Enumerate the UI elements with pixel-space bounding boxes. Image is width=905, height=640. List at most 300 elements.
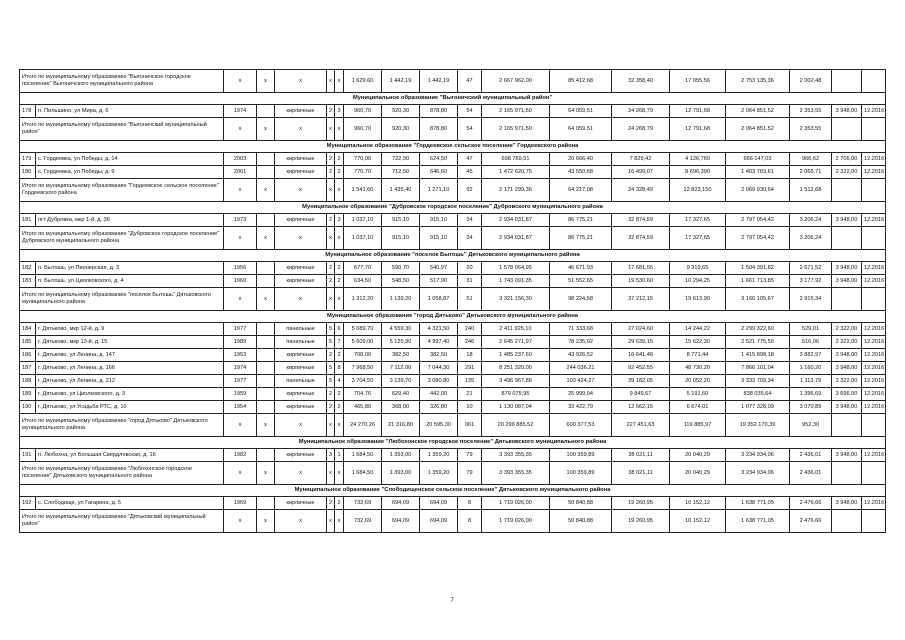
table-cell: кирпичные: [275, 497, 327, 510]
table-cell: [257, 275, 275, 288]
table-cell: 2: [327, 497, 335, 510]
table-cell: 2 411 925,10: [482, 323, 550, 336]
table-cell: 2 322,00: [832, 323, 862, 336]
total-row: [20, 462, 886, 485]
total-cell: [862, 179, 886, 202]
total-cell: 1 037,10: [344, 227, 382, 250]
total-cell: [862, 414, 886, 437]
table-cell: 12.2016: [862, 323, 886, 336]
table-cell: 629,40: [382, 388, 420, 401]
section-title: Муниципальное образование "Гордеевское сельское поселение" Гордеевского района: [20, 141, 886, 153]
table-cell: 3 080,80: [420, 375, 458, 388]
total-label: Итого по муниципальному образованию "город Дятьково" Дятьковского муниципального района: [20, 414, 224, 437]
table-cell: 646,60: [420, 166, 458, 179]
row-number: 178: [20, 105, 36, 118]
total-cell: 3 321 156,30: [482, 288, 550, 311]
total-cell: 920,30: [382, 118, 420, 141]
table-cell: 1959: [224, 388, 257, 401]
total-cell: 2 915,34: [790, 288, 832, 311]
table-cell: 3 070,89: [790, 401, 832, 414]
table-cell: 3: [335, 214, 344, 227]
total-cell: [862, 462, 886, 485]
table-cell: 2: [327, 388, 335, 401]
table-cell: 1 393,00: [382, 449, 420, 462]
total-cell: [832, 179, 862, 202]
total-cell: 1 312,20: [344, 288, 382, 311]
table-cell: 240: [458, 323, 482, 336]
total-cell: 2 476,66: [790, 510, 832, 533]
table-cell: 2 706,00: [832, 153, 862, 166]
total-cell: x: [327, 510, 335, 533]
total-row: [20, 179, 886, 202]
table-cell: 5 609,00: [344, 336, 382, 349]
total-cell: x: [275, 118, 327, 141]
total-cell: 915,10: [382, 227, 420, 250]
total-cell: x: [257, 414, 275, 437]
table-cell: 12 662,15: [612, 401, 670, 414]
table-cell: 3 234 934,06: [726, 449, 790, 462]
total-cell: x: [257, 70, 275, 93]
table-cell: 722,90: [382, 153, 420, 166]
row-number: 180: [20, 166, 36, 179]
total-cell: 915,10: [420, 227, 458, 250]
total-cell: x: [327, 227, 335, 250]
table-cell: 1953: [224, 349, 257, 362]
row-number: 190: [20, 401, 36, 414]
section-header: [20, 311, 886, 323]
total-cell: 34: [458, 227, 482, 250]
table-cell: 878,80: [420, 105, 458, 118]
table-cell: 1 661 713,85: [726, 275, 790, 288]
table-cell: 1 472 620,75: [482, 166, 550, 179]
table-cell: 1 113,79: [790, 375, 832, 388]
table-cell: [257, 349, 275, 362]
table-cell: 8: [335, 362, 344, 375]
table-cell: 666 147,03: [726, 153, 790, 166]
row-address: г. Дятьково, ул Усадьба РТС, д. 10: [36, 401, 224, 414]
table-cell: 12.2016: [862, 105, 886, 118]
table-cell: 708,00: [344, 349, 382, 362]
table-cell: 244 036,21: [550, 362, 612, 375]
total-cell: x: [275, 288, 327, 311]
table-cell: 12.2016: [862, 449, 886, 462]
total-cell: [862, 118, 886, 141]
table-cell: кирпичные: [275, 105, 327, 118]
table-cell: 694,09: [420, 497, 458, 510]
total-cell: 8: [458, 510, 482, 533]
total-cell: 2 753 135,36: [726, 70, 790, 93]
table-cell: 2 436,01: [790, 449, 832, 462]
table-cell: 1989: [224, 336, 257, 349]
housing-register-table: [19, 69, 886, 533]
total-cell: 3 234 934,06: [726, 462, 790, 485]
section-header: [20, 485, 886, 497]
table-cell: 3 139,70: [382, 375, 420, 388]
total-cell: 2 002,48: [790, 70, 832, 93]
total-cell: [862, 70, 886, 93]
table-cell: 50 840,88: [550, 497, 612, 510]
table-cell: 47: [458, 153, 482, 166]
table-cell: 33 422,79: [550, 401, 612, 414]
total-cell: 119 885,97: [670, 414, 726, 437]
total-cell: 3 393 355,35: [482, 462, 550, 485]
table-cell: кирпичные: [275, 401, 327, 414]
table-cell: 1977: [224, 375, 257, 388]
total-cell: 1 638 771,05: [726, 510, 790, 533]
table-cell: 677,70: [344, 262, 382, 275]
table-cell: 2 064 851,52: [726, 105, 790, 118]
table-cell: 1 578 064,95: [482, 262, 550, 275]
table-cell: кирпичные: [275, 262, 327, 275]
row-number: 183: [20, 275, 36, 288]
table-cell: 770,70: [344, 166, 382, 179]
table-cell: 465,80: [344, 401, 382, 414]
table-cell: 529,01: [790, 323, 832, 336]
total-cell: 1 442,19: [420, 70, 458, 93]
table-cell: 5: [327, 323, 335, 336]
table-cell: 1 485 237,60: [482, 349, 550, 362]
table-cell: [257, 362, 275, 375]
table-cell: кирпичные: [275, 214, 327, 227]
section-header: [20, 141, 886, 153]
total-cell: 694,09: [382, 510, 420, 533]
table-cell: 442,00: [420, 388, 458, 401]
table-row: [20, 105, 886, 118]
table-cell: [257, 153, 275, 166]
row-address: г. Дятьково, ул Ленина, д. 166: [36, 362, 224, 375]
total-cell: x: [257, 227, 275, 250]
total-cell: 64 217,08: [550, 179, 612, 202]
total-cell: x: [257, 462, 275, 485]
table-cell: 3 948,00: [832, 105, 862, 118]
total-cell: 600 377,53: [550, 414, 612, 437]
table-cell: 78 235,02: [550, 336, 612, 349]
total-row: [20, 70, 886, 93]
table-cell: 2 476,66: [790, 497, 832, 510]
total-cell: x: [224, 179, 257, 202]
total-label: Итого по муниципальному образованию "Гордеевское сельское поселение" Гордеевского района: [20, 179, 224, 202]
table-cell: 4: [335, 375, 344, 388]
total-cell: 227 451,63: [612, 414, 670, 437]
total-cell: 20 040,29: [670, 462, 726, 485]
table-cell: 2: [327, 401, 335, 414]
table-cell: 1954: [224, 401, 257, 414]
table-cell: 7 044,30: [420, 362, 458, 375]
total-row: [20, 227, 886, 250]
table-cell: 1 160,20: [790, 362, 832, 375]
section-title: Муниципальное образование "Выгоничский муниципальный район": [20, 93, 886, 105]
total-cell: x: [224, 288, 257, 311]
table-row: [20, 388, 886, 401]
table-cell: 326,80: [420, 401, 458, 414]
table-cell: 1 077 328,09: [726, 401, 790, 414]
table-cell: [257, 497, 275, 510]
table-row: [20, 214, 886, 227]
total-cell: x: [335, 118, 344, 141]
table-cell: 10 152,12: [670, 497, 726, 510]
table-cell: 6: [335, 323, 344, 336]
table-cell: 3 948,00: [832, 214, 862, 227]
total-cell: 878,80: [420, 118, 458, 141]
total-cell: x: [335, 414, 344, 437]
table-cell: 5: [327, 362, 335, 375]
total-cell: 2 069 930,64: [726, 179, 790, 202]
table-cell: 382,50: [420, 349, 458, 362]
total-cell: 64 059,51: [550, 118, 612, 141]
total-cell: 12 823,150: [670, 179, 726, 202]
table-cell: 19 260,95: [612, 497, 670, 510]
total-cell: 3 166 105,67: [726, 288, 790, 311]
table-cell: 1 130 087,04: [482, 401, 550, 414]
total-cell: x: [224, 414, 257, 437]
table-cell: кирпичные: [275, 388, 327, 401]
table-cell: 2: [327, 262, 335, 275]
table-cell: 1956: [224, 262, 257, 275]
table-cell: 17 327,65: [670, 214, 726, 227]
total-cell: x: [335, 227, 344, 250]
total-cell: 92: [458, 179, 482, 202]
table-cell: кирпичные: [275, 349, 327, 362]
table-cell: 1973: [224, 214, 257, 227]
table-cell: 966,62: [790, 153, 832, 166]
total-cell: x: [224, 462, 257, 485]
total-cell: 3 206,24: [790, 227, 832, 250]
row-address: г. Дятьково, мкр 12-й, д. 9: [36, 323, 224, 336]
total-cell: 1 393,00: [382, 462, 420, 485]
table-cell: 18: [458, 349, 482, 362]
table-cell: 732,69: [344, 497, 382, 510]
table-cell: [257, 388, 275, 401]
table-cell: 9 319,65: [670, 262, 726, 275]
total-cell: 20 595,30: [420, 414, 458, 437]
table-cell: 382,50: [382, 349, 420, 362]
table-row: [20, 497, 886, 510]
table-cell: 3 882,97: [790, 349, 832, 362]
total-cell: x: [257, 118, 275, 141]
row-number: 184: [20, 323, 36, 336]
table-cell: 1 638 771,05: [726, 497, 790, 510]
table-cell: 3 948,00: [832, 401, 862, 414]
table-cell: 920,30: [382, 105, 420, 118]
table-cell: [257, 214, 275, 227]
total-cell: 54: [458, 118, 482, 141]
table-cell: 3 696,00: [832, 388, 862, 401]
table-cell: 12.2016: [862, 349, 886, 362]
section-header: [20, 250, 886, 262]
table-cell: 51 552,65: [550, 275, 612, 288]
total-cell: [832, 227, 862, 250]
total-cell: 1 058,87: [420, 288, 458, 311]
table-cell: 2: [327, 153, 335, 166]
table-cell: 3: [327, 449, 335, 462]
table-cell: 34: [458, 214, 482, 227]
table-cell: 16 641,46: [612, 349, 670, 362]
table-cell: 20 040,29: [670, 449, 726, 462]
total-cell: 50 840,88: [550, 510, 612, 533]
table-cell: кирпичные: [275, 362, 327, 375]
table-cell: 1969: [224, 497, 257, 510]
table-cell: 3 177,92: [790, 275, 832, 288]
total-cell: [832, 288, 862, 311]
table-cell: 103 424,27: [550, 375, 612, 388]
table-cell: 1977: [224, 323, 257, 336]
table-cell: 4 321,50: [420, 323, 458, 336]
table-cell: 1982: [224, 449, 257, 462]
row-number: 192: [20, 497, 36, 510]
total-cell: 19 260,95: [612, 510, 670, 533]
total-cell: 38 021,11: [612, 462, 670, 485]
row-address: п. Бытошь, ул Пионерская, д. 3: [36, 262, 224, 275]
table-cell: 5 125,90: [382, 336, 420, 349]
section-header: [20, 437, 886, 449]
table-cell: 291: [458, 362, 482, 375]
total-row: [20, 414, 886, 437]
total-cell: 2 171 299,36: [482, 179, 550, 202]
table-cell: 879 075,95: [482, 388, 550, 401]
table-cell: 2 934 031,87: [482, 214, 550, 227]
table-cell: 2: [335, 262, 344, 275]
table-cell: 3 948,00: [832, 262, 862, 275]
table-cell: 915,10: [420, 214, 458, 227]
table-cell: 12.2016: [862, 166, 886, 179]
total-cell: 19 352 170,39: [726, 414, 790, 437]
total-cell: [862, 510, 886, 533]
total-cell: x: [335, 462, 344, 485]
row-address: г. Дятьково, ул Циолковского, д. 3: [36, 388, 224, 401]
table-cell: 46 671,93: [550, 262, 612, 275]
table-cell: 712,50: [382, 166, 420, 179]
row-address: п. Бытошь, ул Циолковского, д. 4: [36, 275, 224, 288]
total-label: Итого по муниципальному образованию "Выгоничское городское поселение" Выгоничского муниципального района: [20, 70, 224, 93]
section-title: Муниципальное образование "поселок Бытошь" Дятьковского муниципального района: [20, 250, 886, 262]
table-cell: 2: [335, 166, 344, 179]
table-cell: 54: [458, 105, 482, 118]
table-row: [20, 275, 886, 288]
table-cell: [257, 401, 275, 414]
table-cell: 2 322,00: [832, 375, 862, 388]
table-cell: панельные: [275, 375, 327, 388]
total-cell: [862, 288, 886, 311]
table-cell: 10 294,25: [670, 275, 726, 288]
row-address: пгт Дубровка, мкр 1-й, д. 36: [36, 214, 224, 227]
table-cell: 1974: [224, 362, 257, 375]
table-cell: 3 333 709,34: [726, 375, 790, 388]
total-cell: 1 442,19: [382, 70, 420, 93]
row-number: 185: [20, 336, 36, 349]
table-cell: 7 866 101,04: [726, 362, 790, 375]
table-cell: 634,50: [344, 275, 382, 288]
total-cell: x: [224, 70, 257, 93]
table-cell: 7 112,00: [382, 362, 420, 375]
table-cell: 368,00: [382, 401, 420, 414]
row-address: п. Любохна, ул Большая Свердловская, д. 16: [36, 449, 224, 462]
table-cell: 3 393 355,35: [482, 449, 550, 462]
total-cell: 98 224,58: [550, 288, 612, 311]
row-address: г. Дятьково, мкр 13-й, д. 15: [36, 336, 224, 349]
table-cell: 1 396,69: [790, 388, 832, 401]
total-cell: 1 359,20: [420, 462, 458, 485]
table-cell: 45: [458, 166, 482, 179]
total-cell: 24 270,26: [344, 414, 382, 437]
total-cell: 694,09: [420, 510, 458, 533]
table-cell: 770,90: [344, 153, 382, 166]
table-cell: 43 926,52: [550, 349, 612, 362]
table-cell: 17 681,55: [612, 262, 670, 275]
table-row: [20, 375, 886, 388]
total-cell: x: [327, 179, 335, 202]
total-cell: [862, 227, 886, 250]
table-cell: 9 849,67: [612, 388, 670, 401]
table-cell: 3 948,00: [832, 449, 862, 462]
total-cell: 47: [458, 70, 482, 93]
total-row: [20, 510, 886, 533]
total-cell: [832, 462, 862, 485]
table-cell: 12.2016: [862, 214, 886, 227]
table-cell: 2: [335, 388, 344, 401]
table-cell: 4 997,40: [420, 336, 458, 349]
total-cell: x: [257, 510, 275, 533]
table-cell: 16 499,07: [612, 166, 670, 179]
total-cell: 2 165 971,50: [482, 118, 550, 141]
table-cell: 6 674,01: [670, 401, 726, 414]
table-cell: кирпичные: [275, 449, 327, 462]
table-cell: 3 948,00: [832, 362, 862, 375]
row-address: п. Пильшино, ул Мира, д. 6: [36, 105, 224, 118]
total-cell: 19 613,90: [670, 288, 726, 311]
table-cell: 2 671,52: [790, 262, 832, 275]
row-number: 187: [20, 362, 36, 375]
total-cell: 1 435,40: [382, 179, 420, 202]
table-cell: 704,76: [344, 388, 382, 401]
table-cell: кирпичные: [275, 275, 327, 288]
total-label: Итого по муниципальному образованию "Дятьковский муниципальный район": [20, 510, 224, 533]
table-cell: [257, 105, 275, 118]
table-cell: 1 415 898,18: [726, 349, 790, 362]
total-cell: [832, 118, 862, 141]
table-cell: 8: [458, 497, 482, 510]
total-cell: 2 934 031,87: [482, 227, 550, 250]
total-cell: 21 316,80: [382, 414, 420, 437]
table-cell: 2: [327, 105, 335, 118]
table-cell: 2: [335, 349, 344, 362]
total-cell: 1 512,68: [790, 179, 832, 202]
row-address: г. Дятьково, ул Ленина, д. 147: [36, 349, 224, 362]
table-cell: 7: [335, 336, 344, 349]
total-cell: 2 353,55: [790, 118, 832, 141]
total-cell: x: [224, 510, 257, 533]
table-cell: 2 797 054,42: [726, 214, 790, 227]
total-cell: 2 667 962,00: [482, 70, 550, 93]
table-cell: 915,10: [382, 214, 420, 227]
table-cell: 20 666,40: [550, 153, 612, 166]
table-cell: 3 704,50: [344, 375, 382, 388]
table-cell: 12.2016: [862, 275, 886, 288]
total-cell: x: [335, 288, 344, 311]
total-cell: 32 874,59: [612, 227, 670, 250]
total-cell: x: [257, 179, 275, 202]
table-cell: 7 968,50: [344, 362, 382, 375]
total-cell: 1 139,20: [382, 288, 420, 311]
total-cell: x: [327, 118, 335, 141]
table-cell: 43 550,68: [550, 166, 612, 179]
total-cell: x: [335, 70, 344, 93]
total-cell: 2 436,01: [790, 462, 832, 485]
row-address: с. Слободище, ул Гагарина, д. 5: [36, 497, 224, 510]
table-cell: 246: [458, 336, 482, 349]
table-cell: 694,09: [382, 497, 420, 510]
table-cell: кирпичные: [275, 153, 327, 166]
table-cell: 20 652,20: [670, 375, 726, 388]
